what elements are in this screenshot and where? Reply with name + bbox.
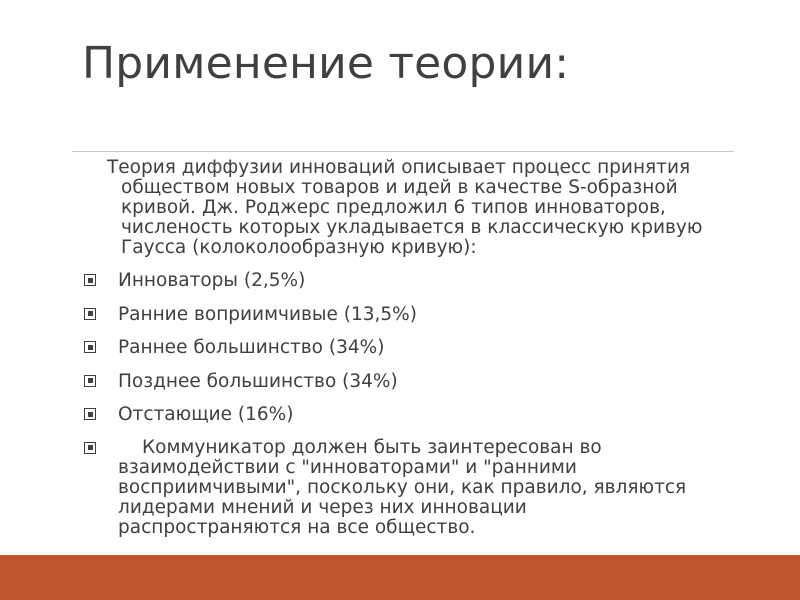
square-bullet-icon: [84, 442, 96, 454]
intro-paragraph: [104, 158, 744, 258]
list-item: [84, 304, 744, 326]
footer-accent-bar: [0, 555, 800, 600]
list-item-text: Ранние воприимчивые (13,5%): [118, 303, 417, 325]
list-item-text: Позднее большинство (34%): [118, 370, 398, 392]
square-bullet-icon: [84, 408, 96, 420]
list-item-text: Отстающие (16%): [118, 404, 294, 425]
intro-line: Гаусса (колоколообразную кривую):: [121, 237, 477, 258]
list-item-text: [118, 438, 744, 538]
list-item-text: Раннее большинство (34%): [118, 337, 385, 358]
list-item: [84, 438, 744, 538]
square-bullet-icon: [84, 341, 96, 353]
slide-title: Применение теории:: [82, 38, 570, 89]
list-item-line: Коммуникатор должен быть заинтересован во: [142, 436, 602, 458]
intro-line: Теория диффузии инноваций описывает процесс принятия: [107, 157, 691, 178]
list-item-line: взаимодействии с "инноваторами" и "ранними: [118, 456, 577, 478]
square-bullet-icon: [84, 308, 96, 320]
list-item: [84, 371, 744, 393]
title-divider: [72, 151, 734, 152]
bullet-list: [84, 270, 744, 538]
square-bullet-icon: [84, 274, 96, 286]
intro-line: кривой. Дж. Роджерс предложил 6 типов инноваторов,: [121, 197, 666, 218]
list-item: [84, 270, 744, 292]
intro-line: обществом новых товаров и идей в качестве S-образной: [121, 177, 678, 198]
square-bullet-icon: [84, 375, 96, 387]
list-item-text: Инноваторы (2,5%): [118, 270, 306, 291]
list-item: [84, 404, 744, 426]
list-item: [84, 337, 744, 359]
intro-line: численость которых укладывается в классическую кривую: [121, 217, 703, 238]
list-item-line: восприимчивыми", поскольку они, как правило, являются: [118, 476, 687, 498]
list-item-line: лидерами мнений и через них инновации: [118, 496, 527, 518]
list-item-line: распространяются на все общество.: [118, 516, 476, 538]
